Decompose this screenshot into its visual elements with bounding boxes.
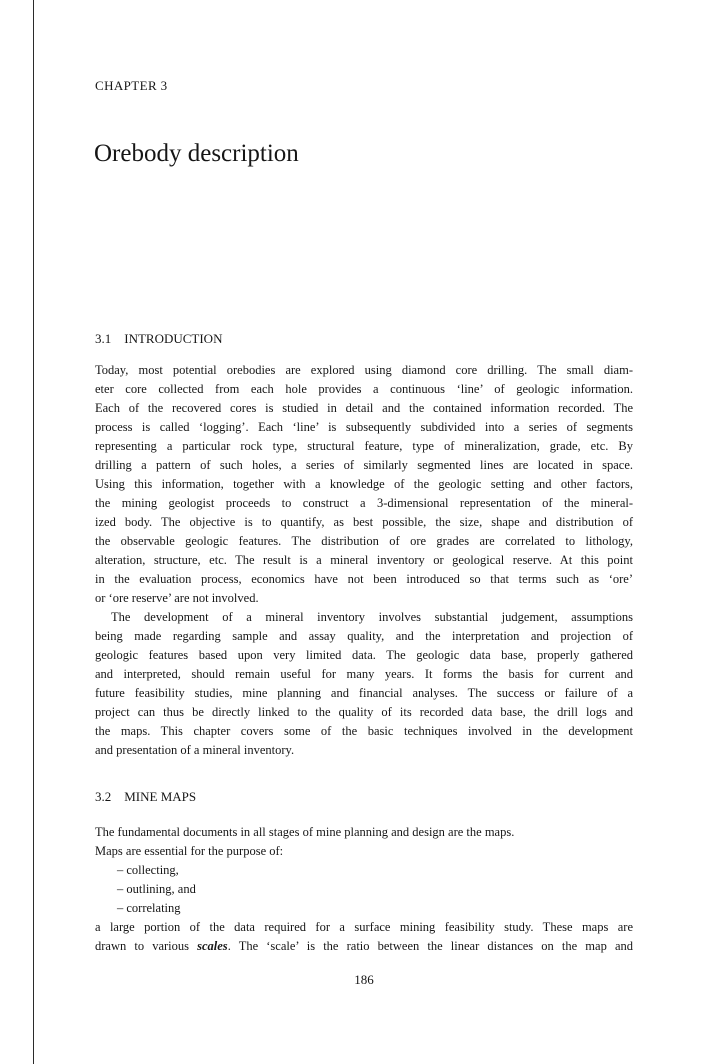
text-line: Each of the recovered cores is studied in detail and the contained information recorded. The — [95, 401, 633, 415]
list-item: – collecting, — [117, 863, 179, 877]
text-line: being made regarding sample and assay quality, and the interpretation and projection of — [95, 629, 633, 643]
section-title: INTRODUCTION — [124, 331, 223, 346]
text-line: or ‘ore reserve’ are not involved. — [95, 591, 259, 605]
text-line: representing a particular rock type, structural feature, type of mineralization, grade, etc. By — [95, 439, 633, 453]
text-line: and interpreted, should remain useful for many years. It forms the basis for current and — [95, 667, 633, 681]
text-line: geologic features based upon very limited data. The geologic data base, properly gathered — [95, 648, 633, 662]
list-item: – outlining, and — [117, 882, 196, 896]
section-heading-3-2 — [95, 789, 196, 805]
text-line: Using this information, together with a knowledge of the geologic setting and other factors, — [95, 477, 633, 491]
text-line: Maps are essential for the purpose of: — [95, 844, 284, 858]
section-heading-3-1 — [95, 331, 222, 347]
text-line: alteration, structure, etc. The result is a mineral inventory or geological reserve. At this point — [95, 553, 633, 567]
text-line: The fundamental documents in all stages of mine planning and design are the maps. — [95, 825, 515, 839]
text-line: eter core collected from each hole provides a continuous ‘line’ of geologic information. — [95, 382, 633, 396]
text-line: in the evaluation process, economics have not been introduced so that terms such as ‘ore’ — [95, 572, 633, 586]
text-line: drilling a pattern of such holes, a series of similarly segmented lines are located in space. — [95, 458, 633, 472]
text-line: and presentation of a mineral inventory. — [95, 743, 295, 757]
text-line — [95, 937, 633, 956]
chapter-title: Orebody description — [94, 140, 299, 167]
text-line: a large portion of the data required for a surface mining feasibility study. These maps are — [95, 920, 633, 934]
paragraph-mine-maps — [95, 823, 633, 956]
section-number: 3.1 — [95, 331, 112, 346]
text-line: the observable geologic features. The distribution of ore grades are correlated to lithology, — [95, 534, 633, 548]
page-number: 186 — [354, 972, 374, 987]
emphasis-scales: scales — [197, 939, 228, 953]
text-line: the maps. This chapter covers some of the basic techniques involved in the development — [95, 724, 633, 738]
section-number: 3.2 — [95, 789, 112, 804]
text-line: project can thus be directly linked to the quality of its recorded data base, the drill logs and — [95, 705, 633, 719]
paragraph-intro-2 — [95, 608, 633, 760]
text-segment: . The ‘scale’ is the ratio between the linear distances on the map and — [227, 939, 633, 953]
text-line: process is called ‘logging’. Each ‘line’ is subsequently subdivided into a series of segments — [95, 420, 633, 434]
paragraph-intro-1 — [95, 361, 633, 608]
scan-edge-line — [33, 0, 34, 1064]
text-line: the mining geologist proceeds to construct a 3-dimensional representation of the mineral- — [95, 496, 633, 510]
text-line: ized body. The objective is to quantify, as best possible, the size, shape and distribution of — [95, 515, 633, 529]
list-item: – correlating — [117, 901, 181, 915]
text-line: Today, most potential orebodies are explored using diamond core drilling. The small diam- — [95, 363, 633, 377]
text-line: future feasibility studies, mine planning and financial analyses. The success or failure of a — [95, 686, 633, 700]
text-segment: drawn to various — [95, 939, 189, 953]
chapter-label: CHAPTER 3 — [95, 78, 168, 93]
section-title: MINE MAPS — [124, 789, 197, 804]
text-line: The development of a mineral inventory involves substantial judgement, assumptions — [111, 610, 633, 624]
